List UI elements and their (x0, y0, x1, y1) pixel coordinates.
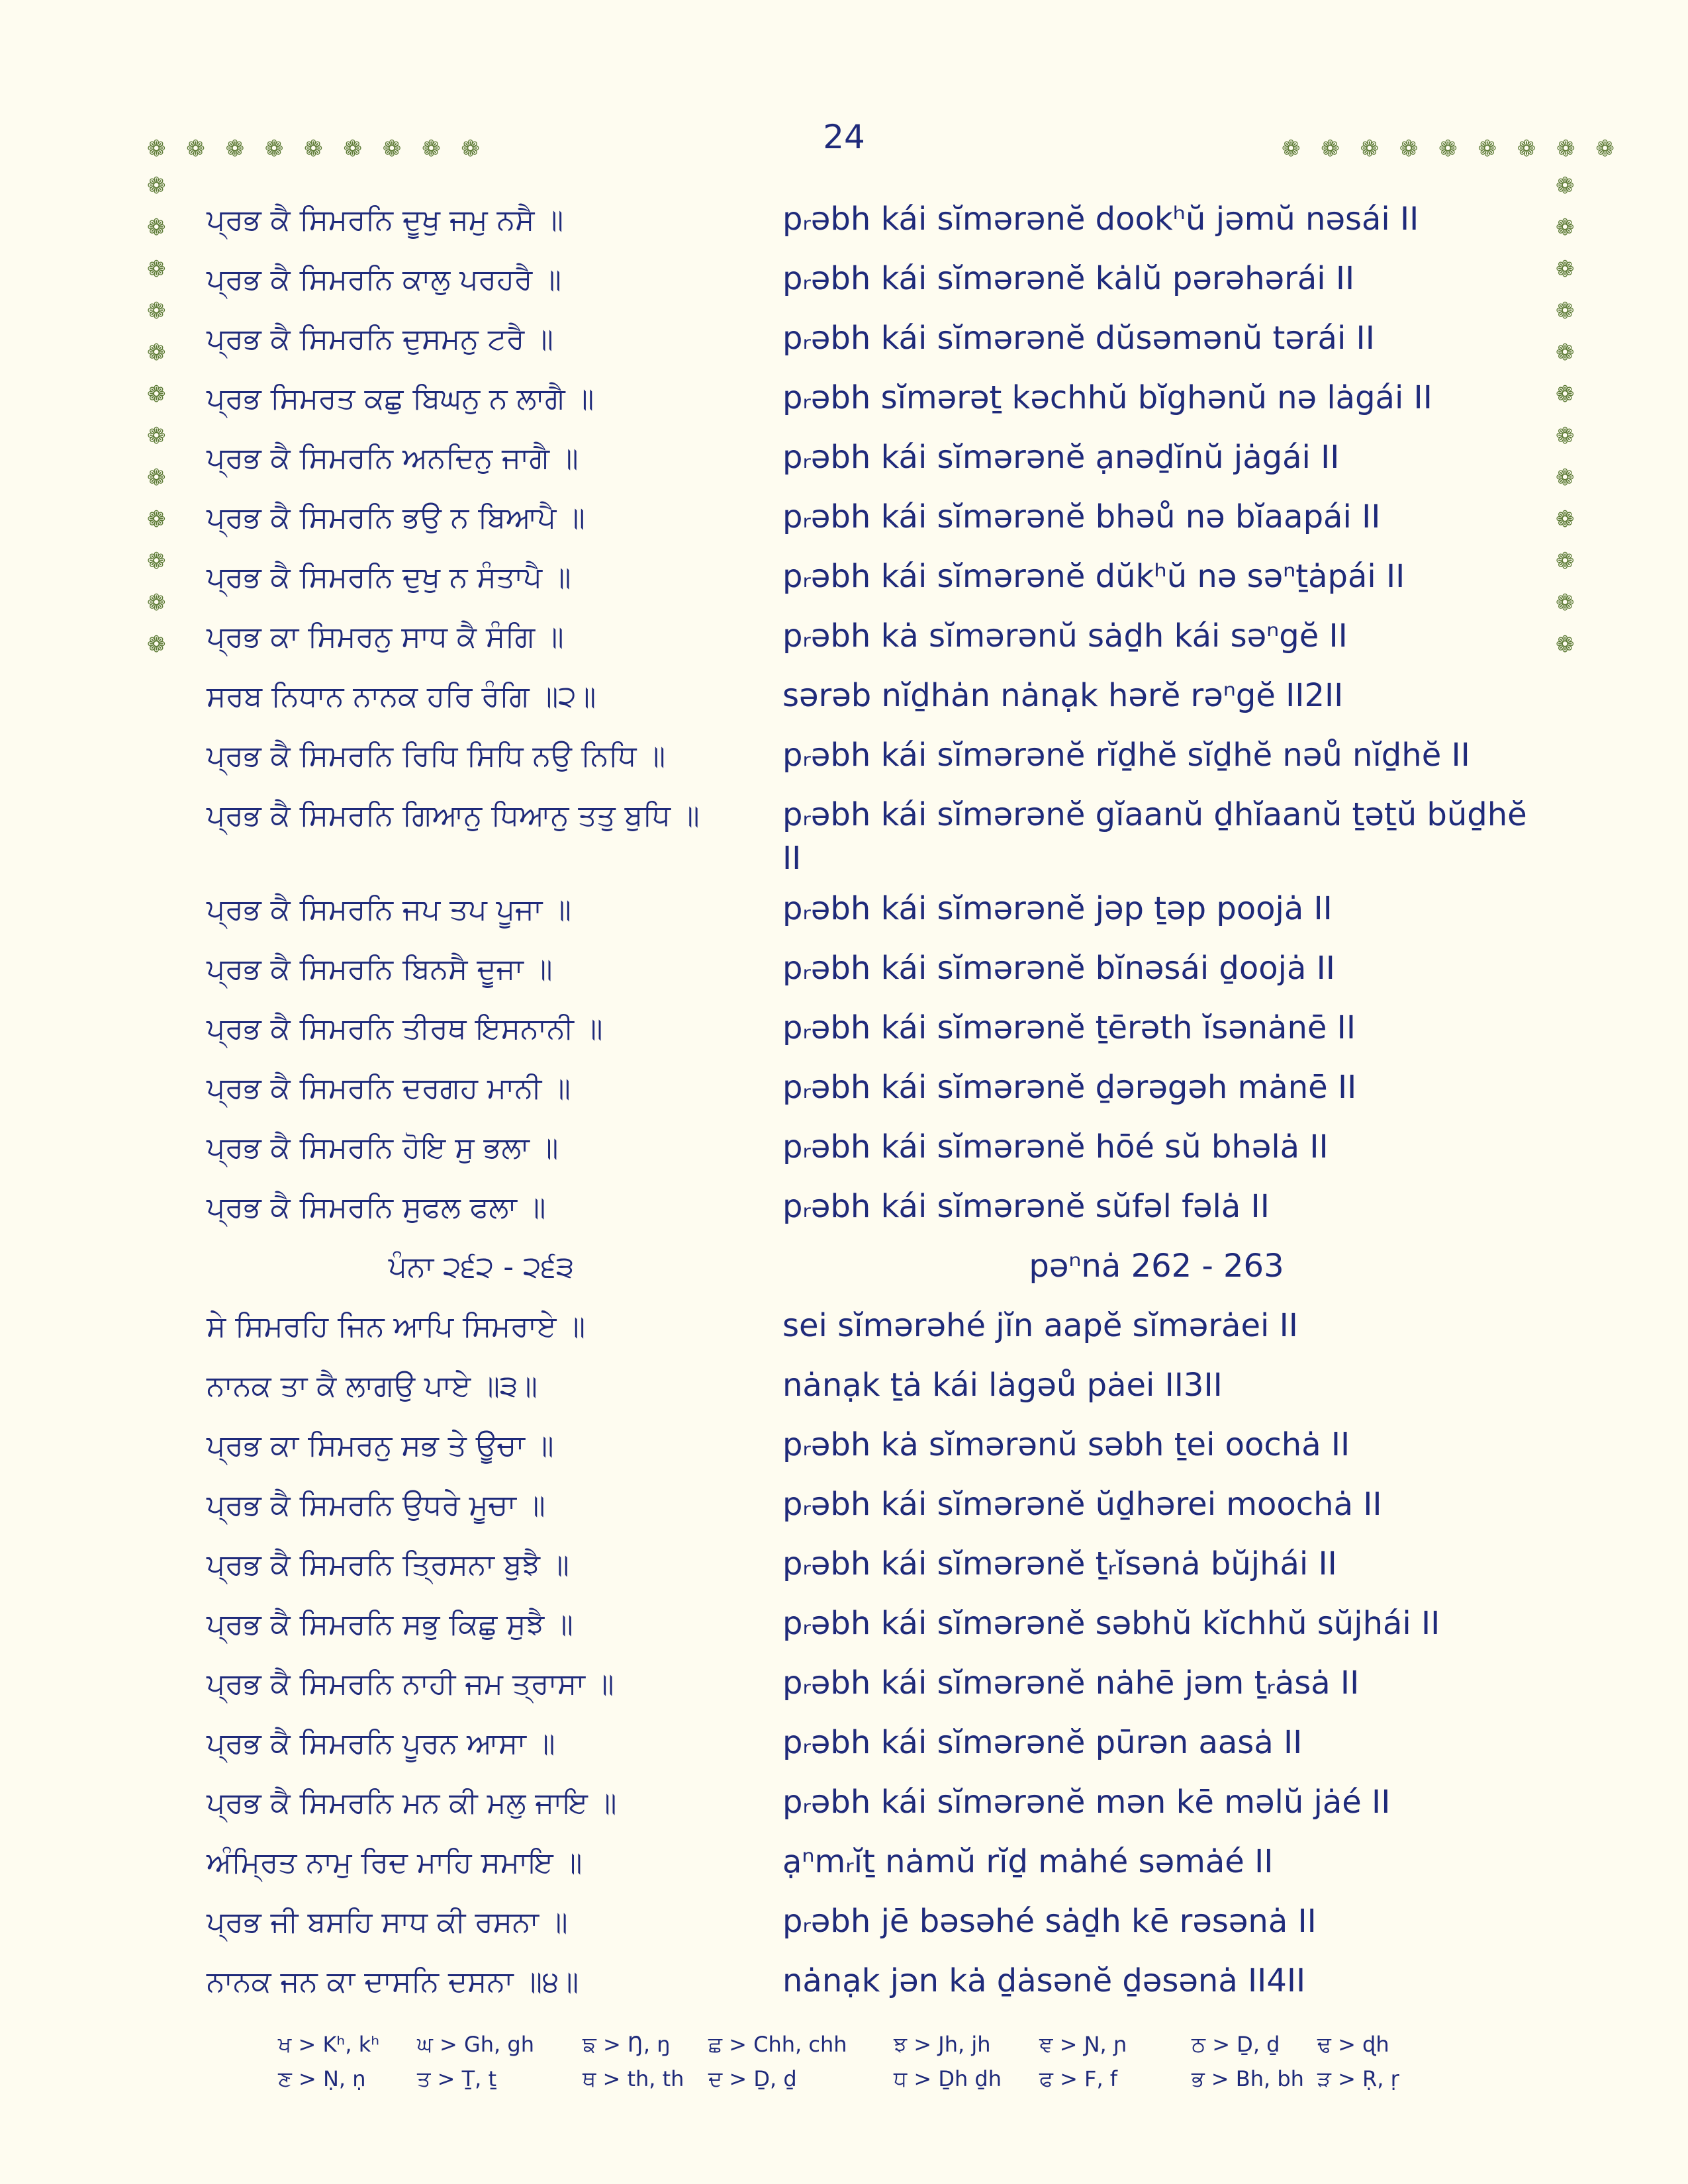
verse-row (0, 1721, 1688, 1780)
verse-transliteration: pᵣəbh kái sĭmərənĕ dookʰŭ jəmŭ nəsái II (782, 201, 1419, 238)
ornament-flower-icon: ❁ (147, 298, 166, 324)
page-reference-gurmukhi: ਪੰਨਾ ੨੬੨ - ੨੬੩ (388, 1250, 575, 1284)
verse-transliteration: pᵣəbh kái sĭmərənĕ hōé sŭ bhəlȧ II (782, 1128, 1329, 1165)
verse-gurmukhi: ਪ੍ਰਭ ਕੈ ਸਿਮਰਨਿ ਮਨ ਕੀ ਮਲੁ ਜਾਇ ॥ (207, 1786, 617, 1820)
verse-transliteration: pᵣəbh kái sĭmərənĕ dŭsəmənŭ tərái II (782, 320, 1375, 357)
key-item: ਦ > Ḏ, ḏ (708, 2066, 797, 2091)
verse-gurmukhi: ਪ੍ਰਭ ਕਾ ਸਿਮਰਨੁ ਸਭ ਤੇ ਊਚਾ ॥ (207, 1429, 554, 1463)
verse-gurmukhi: ਪ੍ਰਭ ਕੈ ਸਿਮਰਨਿ ਕਾਲੁ ਪਰਹਰੈ ॥ (207, 263, 561, 296)
ornament-flower-icon: ❁ (147, 465, 166, 491)
ornament-flower-icon: ❁ (1556, 548, 1575, 574)
page-reference-translit: pəⁿnȧ 262 - 263 (1029, 1248, 1284, 1285)
verse-gurmukhi: ਪ੍ਰਭ ਕੈ ਸਿਮਰਨਿ ਪੂਰਨ ਆਸਾ ॥ (207, 1727, 555, 1760)
verse-row (0, 1602, 1688, 1661)
verse-transliteration: pᵣəbh kái sĭmərənĕ ṯērəth ĭsənȧnē II (782, 1009, 1356, 1046)
ornament-flower-icon: ❁ (1556, 381, 1575, 408)
ornament-flower-icon: ❁ (147, 423, 166, 449)
ornament-flower-icon: ❁ (1556, 590, 1575, 616)
ornament-flower-icon: ❁ (147, 548, 166, 574)
key-item: ੜ > Ṛ, ṛ (1317, 2066, 1399, 2091)
verse-row (0, 1006, 1688, 1066)
verse-row (0, 1185, 1688, 1244)
ornament-flower-icon: ❁ (1556, 423, 1575, 449)
verse-gurmukhi: ਪ੍ਰਭ ਕੈ ਸਿਮਰਨਿ ਦਰਗਹ ਮਾਨੀ ॥ (207, 1071, 571, 1105)
ornament-flower-icon: ❁ (1556, 465, 1575, 491)
verse-row (0, 1780, 1688, 1840)
ornament-flower-icon: ❁ (147, 631, 166, 658)
verse-gurmukhi: ਪ੍ਰਭ ਕੈ ਸਿਮਰਨਿ ਤੀਰਥ ਇਸਨਾਨੀ ॥ (207, 1012, 603, 1046)
verse-transliteration: pᵣəbh kái sĭmərənĕ ḏərəgəh mȧnē II (782, 1069, 1357, 1106)
ornament-flower-icon: ❁ (147, 256, 166, 283)
verse-transliteration: pᵣəbh kái sĭmərənĕ mən kē məlŭ jȧé II (782, 1784, 1391, 1821)
verse-transliteration: pᵣəbh kái sĭmərənĕ sŭfəl fəlȧ II (782, 1188, 1270, 1225)
ornament-flower-icon: ❁ (1556, 256, 1575, 283)
verse-row (0, 614, 1688, 674)
verse-row (0, 1542, 1688, 1602)
verse-gurmukhi: ਸੇ ਸਿਮਰਹਿ ਜਿਨ ਆਪਿ ਸਿਮਰਾਏ ॥ (207, 1310, 586, 1343)
verse-transliteration: ạⁿmᵣĭṯ nȧmŭ rĭḏ mȧhé səmȧé II (782, 1843, 1274, 1880)
verse-row (0, 1482, 1688, 1542)
verse-gurmukhi: ਪ੍ਰਭ ਕੈ ਸਿਮਰਨਿ ਸਭੁ ਕਿਛੁ ਸੁਝੈ ॥ (207, 1608, 573, 1641)
verse-transliteration: pᵣəbh kái sĭmərənĕ bhəů nə bĭaapái II (782, 498, 1381, 535)
verse-gurmukhi: ਪ੍ਰਭ ਕੈ ਸਿਮਰਨਿ ਭਉ ਨ ਬਿਆਪੈ ॥ (207, 501, 585, 535)
verse-gurmukhi: ਪ੍ਰਭ ਕੈ ਸਿਮਰਨਿ ਰਿਧਿ ਸਿਧਿ ਨਉ ਨਿਧਿ ॥ (207, 739, 666, 773)
key-item: ਧ > Ḏh ḏh (894, 2066, 1002, 2091)
verse-row (0, 555, 1688, 614)
key-item: ਣ > Ṇ, ṇ (278, 2066, 366, 2091)
key-item: ਥ > th, th (583, 2066, 684, 2091)
verse-gurmukhi: ਪ੍ਰਭ ਕੈ ਸਿਮਰਨਿ ਜਪ ਤਪ ਪੂਜਾ ॥ (207, 893, 571, 927)
verse-gurmukhi: ਪ੍ਰਭ ਜੀ ਬਸਹਿ ਸਾਧ ਕੀ ਰਸਨਾ ॥ (207, 1905, 568, 1939)
verse-row (0, 946, 1688, 1006)
page-number: 24 (823, 118, 865, 156)
verse-transliteration: pᵣəbh kȧ sĭmərənŭ sȧḏh kái səⁿgĕ II (782, 617, 1348, 655)
verse-transliteration: pᵣəbh kái sĭmərənĕ kȧlŭ pərəhərái II (782, 260, 1355, 297)
verse-gurmukhi: ਪ੍ਰਭ ਸਿਮਰਤ ਕਛੁ ਬਿਘਨੁ ਨ ਲਾਗੈ ॥ (207, 382, 594, 416)
verse-transliteration: pᵣəbh kái sĭmərənĕ səbhŭ kĭchhŭ sŭjhái II (782, 1605, 1440, 1642)
verse-row (0, 1840, 1688, 1899)
verse-transliteration: pᵣəbh kái sĭmərənĕ nȧhē jəm ṯᵣȧsȧ II (782, 1664, 1360, 1702)
verse-transliteration: nȧnạk ṯȧ kái lȧgəů pȧei II3II (782, 1367, 1223, 1404)
verse-transliteration: pᵣəbh kái sĭmərənĕ ṯᵣĭsənȧ bŭjhái II (782, 1545, 1337, 1582)
ornament-flower-icon: ❁ (1556, 340, 1575, 366)
ornament-flower-icon: ❁ (147, 173, 166, 199)
verse-gurmukhi: ਸਰਬ ਨਿਧਾਨ ਨਾਨਕ ਹਰਿ ਰੰਗਿ ॥੨॥ (207, 680, 596, 713)
verse-gurmukhi: ਪ੍ਰਭ ਕੈ ਸਿਮਰਨਿ ਦੁਸਮਨੁ ਟਰੈ ॥ (207, 322, 553, 356)
verse-gurmukhi: ਪ੍ਰਭ ਕੈ ਸਿਮਰਨਿ ਦੁਖੁ ਨ ਸੰਤਾਪੈ ॥ (207, 561, 571, 594)
verse-transliteration: pᵣəbh jē bəsəhé sȧḏh kē rəsənȧ II (782, 1903, 1317, 1940)
key-row (278, 2066, 1443, 2101)
verse-transliteration: pᵣəbh kȧ sĭmərənŭ səbh ṯei oochȧ II (782, 1426, 1350, 1463)
verse-gurmukhi: ਪ੍ਰਭ ਕੈ ਸਿਮਰਨਿ ਤ੍ਰਿਸਨਾ ਬੁਝੈ ॥ (207, 1548, 569, 1582)
verse-gurmukhi: ਪ੍ਰਭ ਕੈ ਸਿਮਰਨਿ ਨਾਹੀ ਜਮ ਤ੍ਰਾਸਾ ॥ (207, 1667, 614, 1701)
verse-gurmukhi: ਪ੍ਰਭ ਕੈ ਸਿਮਰਨਿ ਹੋਇ ਸੁ ਭਲਾ ॥ (207, 1131, 559, 1165)
verse-row (0, 197, 1688, 257)
verse-row (0, 1304, 1688, 1363)
verse-gurmukhi: ਪ੍ਰਭ ਕੈ ਸਿਮਰਨਿ ਦੂਖੁ ਜਮੁ ਨਸੈ ॥ (207, 203, 564, 237)
ornament-flower-icon: ❁ (147, 590, 166, 616)
verse-row (0, 1066, 1688, 1125)
verse-transliteration: pᵣəbh kái sĭmərənĕ gĭaanŭ ḏhĭaanŭ ṯəṯŭ bŭḏhĕ II (782, 796, 1527, 877)
ornament-flower-icon: ❁ (1556, 631, 1575, 658)
verse-row (0, 316, 1688, 376)
key-item: ਘ > Gh, gh (417, 2032, 534, 2057)
verse-row (0, 887, 1688, 946)
ornament-flower-icon: ❁ (1556, 298, 1575, 324)
transliteration-key (278, 2032, 1443, 2101)
verse-row (0, 793, 1688, 887)
ornament-flower-icon: ❁ (1556, 506, 1575, 533)
verse-row (0, 495, 1688, 555)
verse-transliteration: pᵣəbh kái sĭmərənĕ dŭkʰŭ nə səⁿṯȧpái II (782, 558, 1405, 595)
verse-transliteration: sərəb nĭḏhȧn nȧnạk hərĕ rəⁿgĕ II2II (782, 677, 1344, 714)
verse-gurmukhi: ਨਾਨਕ ਤਾ ਕੈ ਲਾਗਉ ਪਾਏ ॥੩॥ (207, 1369, 538, 1403)
verse-gurmukhi: ਨਾਨਕ ਜਨ ਕਾ ਦਾਸਨਿ ਦਸਨਾ ॥੪॥ (207, 1965, 579, 1999)
verse-gurmukhi: ਪ੍ਰਭ ਕਾ ਸਿਮਰਨੁ ਸਾਧ ਕੈ ਸੰਗਿ ॥ (207, 620, 564, 654)
verse-row (0, 435, 1688, 495)
verse-transliteration: sei sĭmərəhé jĭn aapĕ sĭmərȧei II (782, 1307, 1298, 1344)
verse-row (0, 1959, 1688, 2019)
ornament-flower-icon: ❁ (1556, 214, 1575, 241)
key-item: ਫ > F, f (1039, 2066, 1118, 2091)
key-item: ਠ > Ḏ, ḏ (1192, 2032, 1280, 2057)
verse-gurmukhi: ਪ੍ਰਭ ਕੈ ਸਿਮਰਨਿ ਬਿਨਸੈ ਦੂਜਾ ॥ (207, 952, 553, 986)
verse-gurmukhi: ਅੰਮ੍ਰਿਤ ਨਾਮੁ ਰਿਦ ਮਾਹਿ ਸਮਾਇ ॥ (207, 1846, 583, 1880)
key-item: ਛ > Chh, chh (708, 2032, 847, 2057)
key-item: ਢ > ɖh (1317, 2032, 1389, 2057)
verse-row (0, 1125, 1688, 1185)
page-reference-row (0, 1244, 1688, 1304)
verse-row (0, 1661, 1688, 1721)
verse-row (0, 1363, 1688, 1423)
verse-gurmukhi: ਪ੍ਰਭ ਕੈ ਸਿਮਰਨਿ ਸੁਫਲ ਫਲਾ ॥ (207, 1191, 546, 1224)
key-item: ਖ > Kʰ, kʰ (278, 2032, 380, 2057)
verse-transliteration: pᵣəbh kái sĭmərənĕ rĭḏhĕ sĭḏhĕ nəů nĭḏhĕ II (782, 737, 1470, 774)
ornament-flower-icon: ❁ (147, 214, 166, 241)
key-item: ਭ > Bh, bh (1192, 2066, 1304, 2091)
verse-transliteration: pᵣəbh sĭmərəṯ kəchhŭ bĭghənŭ nə lȧgái II (782, 379, 1432, 416)
verse-list (0, 197, 1688, 2019)
key-row (278, 2032, 1443, 2066)
verse-transliteration: pᵣəbh kái sĭmərənĕ ŭḏhərei moochȧ II (782, 1486, 1382, 1523)
key-item: ਙ > Ŋ, ŋ (583, 2032, 671, 2057)
verse-row (0, 1899, 1688, 1959)
ornament-flower-icon: ❁ (147, 381, 166, 408)
verse-row (0, 674, 1688, 733)
verse-gurmukhi: ਪ੍ਰਭ ਕੈ ਸਿਮਰਨਿ ਗਿਆਨੁ ਧਿਆਨੁ ਤਤੁ ਬੁਧਿ ॥ (207, 799, 700, 833)
key-item: ਝ > Jh, jh (894, 2032, 991, 2057)
ornament-flower-icon: ❁ (147, 506, 166, 533)
verse-transliteration: pᵣəbh kái sĭmərənĕ ạnəḏĭnŭ jȧgái II (782, 439, 1340, 476)
verse-row (0, 1423, 1688, 1482)
verse-gurmukhi: ਪ੍ਰਭ ਕੈ ਸਿਮਰਨਿ ਅਨਦਿਨੁ ਜਾਗੈ ॥ (207, 441, 579, 475)
verse-row (0, 733, 1688, 793)
ornament-flower-icon: ❁ (147, 340, 166, 366)
ornament-flower-icon: ❁ (1556, 173, 1575, 199)
verse-row (0, 257, 1688, 316)
verse-transliteration: pᵣəbh kái sĭmərənĕ jəp ṯəp poojȧ II (782, 890, 1333, 927)
key-item: ਤ > Ṯ, ṯ (417, 2066, 497, 2091)
verse-gurmukhi: ਪ੍ਰਭ ਕੈ ਸਿਮਰਨਿ ਉਧਰੇ ਮੂਚਾ ॥ (207, 1488, 545, 1522)
verse-transliteration: nȧnạk jən kȧ ḏȧsənĕ ḏəsənȧ II4II (782, 1962, 1306, 1999)
top-right-ornament: ❁ ❁ ❁ ❁ ❁ ❁ ❁ ❁ ❁ (1282, 136, 1621, 162)
key-item: ਞ > Ɲ, ɲ (1039, 2032, 1127, 2057)
verse-transliteration: pᵣəbh kái sĭmərənĕ pūrən aasȧ II (782, 1724, 1303, 1761)
verse-transliteration: pᵣəbh kái sĭmərənĕ bĭnəsái ḏoojȧ II (782, 950, 1335, 987)
top-left-ornament: ❁ ❁ ❁ ❁ ❁ ❁ ❁ ❁ ❁ (147, 136, 487, 162)
verse-row (0, 376, 1688, 435)
